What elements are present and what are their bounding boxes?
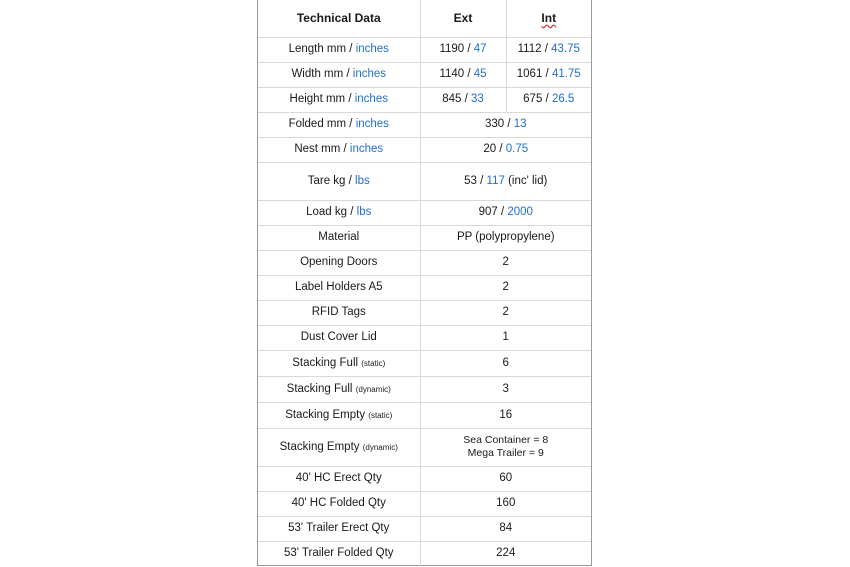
label-text: Load kg bbox=[306, 206, 348, 218]
label-text: Width mm bbox=[291, 68, 344, 80]
table-row bbox=[258, 137, 591, 162]
row-label: Width mm / inches bbox=[258, 62, 420, 87]
row-value: 1 bbox=[420, 325, 591, 350]
int-value: 675 / 26.5 bbox=[506, 87, 591, 112]
unit-text: inches bbox=[355, 118, 389, 130]
row-label: 53' Trailer Erect Qty bbox=[258, 516, 420, 541]
inch-value: 45 bbox=[473, 68, 487, 80]
table-row bbox=[258, 300, 591, 325]
label-text: Stacking Empty bbox=[279, 440, 360, 453]
ext-value: 1190 / 47 bbox=[420, 37, 506, 62]
row-label bbox=[258, 350, 420, 376]
row-value: 2 bbox=[420, 250, 591, 275]
material-value: PP (polypropylene) bbox=[420, 225, 591, 250]
inch-value: 33 bbox=[470, 93, 484, 105]
row-label: Label Holders A5 bbox=[258, 275, 420, 300]
unit-text: inches bbox=[352, 68, 387, 80]
row-label bbox=[258, 428, 420, 466]
table-row bbox=[258, 225, 591, 250]
row-value: 84 bbox=[420, 516, 591, 541]
row-label: 40' HC Erect Qty bbox=[258, 466, 420, 491]
sea-container-value: Sea Container = 8 bbox=[463, 434, 549, 446]
row-value: 160 bbox=[420, 491, 591, 516]
row-value: 2 bbox=[420, 275, 591, 300]
inch-value: 0.75 bbox=[505, 143, 529, 155]
header-int bbox=[506, 0, 591, 37]
row-value: 3 bbox=[420, 376, 591, 402]
mm-value: 1190 bbox=[439, 43, 465, 55]
technical-data-table bbox=[258, 0, 591, 566]
label-text: Tare kg bbox=[307, 174, 346, 187]
table-row bbox=[258, 112, 591, 137]
int-value: 1061 / 41.75 bbox=[506, 62, 591, 87]
header-ext: Ext bbox=[420, 0, 506, 37]
row-label: 53' Trailer Folded Qty bbox=[258, 541, 420, 566]
label-text: Stacking Full bbox=[286, 382, 353, 395]
table-row bbox=[258, 428, 591, 466]
row-label: 40' HC Folded Qty bbox=[258, 491, 420, 516]
int-value: 1112 / 43.75 bbox=[506, 37, 591, 62]
technical-data-sheet bbox=[257, 0, 592, 566]
table-row bbox=[258, 275, 591, 300]
table-row bbox=[258, 402, 591, 428]
nest-value: 20 / 0.75 bbox=[420, 137, 591, 162]
unit-text: inches bbox=[355, 43, 389, 55]
header-row bbox=[258, 0, 591, 37]
mm-value: 1061 bbox=[516, 68, 543, 80]
table-row bbox=[258, 491, 591, 516]
qualifier-text: (dynamic) bbox=[355, 384, 391, 394]
row-label: Nest mm / inches bbox=[258, 137, 420, 162]
row-label: Tare kg / lbs bbox=[258, 162, 420, 200]
tare-value: 53 / 117 (inc' lid) bbox=[420, 162, 591, 200]
qualifier-text: (static) bbox=[368, 410, 393, 420]
unit-text: inches bbox=[349, 143, 384, 155]
mm-value: 845 bbox=[442, 93, 462, 105]
inch-value: 43.75 bbox=[551, 43, 580, 55]
row-label: Dust Cover Lid bbox=[258, 325, 420, 350]
tare-note: (inc' lid) bbox=[508, 174, 548, 187]
header-technical-data: Technical Data bbox=[296, 10, 381, 25]
unit-text: lbs bbox=[356, 206, 372, 218]
unit-text: inches bbox=[354, 93, 388, 105]
qualifier-text: (dynamic) bbox=[362, 442, 398, 452]
kg-value: 53 bbox=[464, 174, 477, 187]
lbs-value: 117 bbox=[486, 174, 505, 187]
header-int-text: Int bbox=[541, 10, 557, 25]
row-value: 2 bbox=[420, 300, 591, 325]
label-text: Folded mm bbox=[288, 118, 347, 130]
mm-value: 20 bbox=[483, 143, 497, 155]
qualifier-text: (static) bbox=[361, 358, 386, 368]
table-row bbox=[258, 541, 591, 566]
folded-value: 330 / 13 bbox=[420, 112, 591, 137]
row-label: Material bbox=[258, 225, 420, 250]
kg-value: 907 bbox=[478, 206, 498, 218]
inch-value: 26.5 bbox=[551, 93, 575, 105]
row-value bbox=[420, 428, 591, 466]
table-row bbox=[258, 325, 591, 350]
table-row bbox=[258, 62, 591, 87]
lbs-value: 2000 bbox=[507, 206, 533, 218]
unit-text: lbs bbox=[355, 174, 370, 187]
row-label bbox=[258, 402, 420, 428]
table-row bbox=[258, 516, 591, 541]
inch-value: 41.75 bbox=[551, 68, 581, 80]
table-row bbox=[258, 350, 591, 376]
table-row bbox=[258, 250, 591, 275]
inch-value: 13 bbox=[513, 118, 527, 130]
row-value: 16 bbox=[420, 402, 591, 428]
label-text: Stacking Full bbox=[292, 356, 359, 369]
load-value: 907 / 2000 bbox=[420, 200, 591, 225]
ext-value: 1140 / 45 bbox=[420, 62, 506, 87]
table-row bbox=[258, 200, 591, 225]
row-label: Load kg / lbs bbox=[258, 200, 420, 225]
mm-value: 1140 bbox=[439, 68, 465, 80]
mm-value: 330 bbox=[484, 118, 505, 130]
table-row bbox=[258, 162, 591, 200]
table-row bbox=[258, 466, 591, 491]
label-text: Height mm bbox=[289, 93, 346, 105]
ext-value: 845 / 33 bbox=[420, 87, 506, 112]
mega-trailer-value: Mega Trailer = 9 bbox=[467, 447, 544, 459]
mm-value: 675 bbox=[523, 93, 543, 105]
table-row bbox=[258, 87, 591, 112]
row-label: RFID Tags bbox=[258, 300, 420, 325]
row-value: 6 bbox=[420, 350, 591, 376]
row-label: Folded mm / inches bbox=[258, 112, 420, 137]
row-label: Height mm / inches bbox=[258, 87, 420, 112]
row-label: Opening Doors bbox=[258, 250, 420, 275]
table-row bbox=[258, 376, 591, 402]
inch-value: 47 bbox=[473, 43, 487, 55]
row-value: 60 bbox=[420, 466, 591, 491]
row-label: Length mm / inches bbox=[258, 37, 420, 62]
label-text: Stacking Empty bbox=[285, 408, 366, 421]
row-value: 224 bbox=[420, 541, 591, 566]
table-row bbox=[258, 37, 591, 62]
mm-value: 1112 bbox=[517, 43, 542, 55]
label-text: Length mm bbox=[288, 43, 347, 55]
row-label bbox=[258, 376, 420, 402]
label-text: Nest mm bbox=[294, 143, 341, 155]
